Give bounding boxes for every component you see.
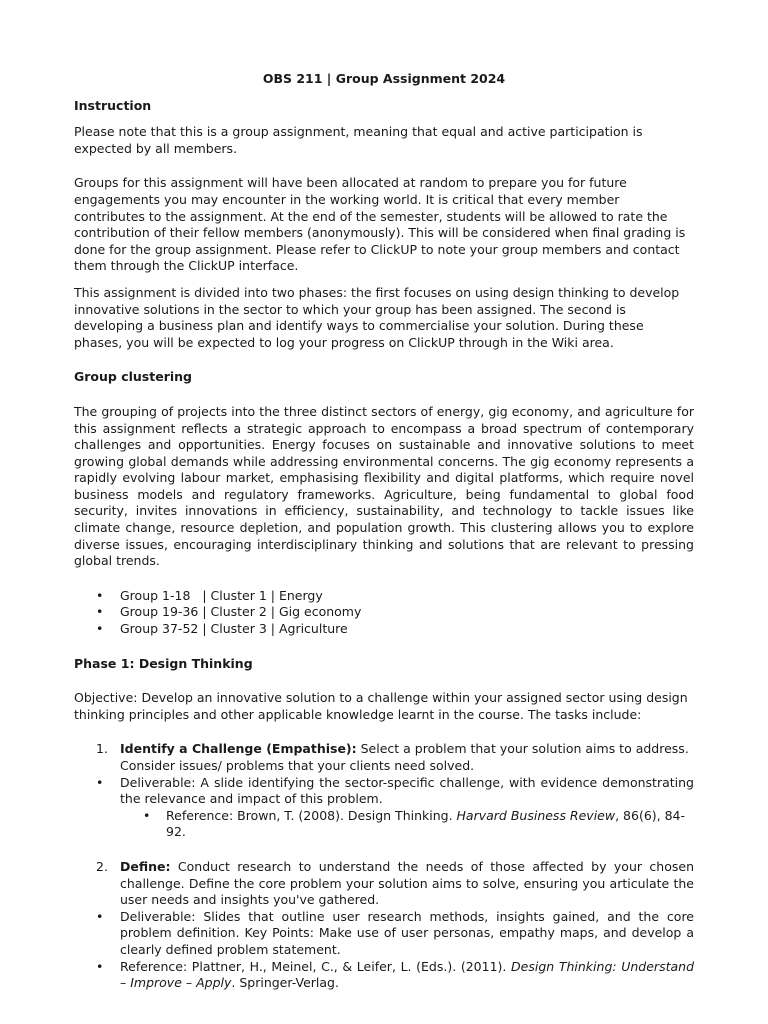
instruction-paragraph-2: Groups for this assignment will have been allocated at random to prepare you for future engagements you may encounter in the working world. It is critical that every member contributes to the assignment. At the end of the semester, students will be allowed to rate the contribution of their fellow members (anonymously). This will be considered when final grading is done for the group assignment. Please refer to ClickUP to note your group members and contact them through the ClickUP interface. bbox=[74, 175, 686, 274]
phase1-heading: Phase 1: Design Thinking bbox=[74, 655, 253, 671]
task-number: 1. bbox=[96, 741, 108, 757]
task-2-details bbox=[74, 909, 694, 992]
task-label: Identify a Challenge (Empathise): bbox=[120, 741, 357, 757]
task-text: Select a problem that your solution aims to address. Consider issues/ problems that your clients need solved. bbox=[120, 741, 689, 773]
phase1-objective: Objective: Develop an innovative solution to a challenge within your assigned sector using design thinking principles and other applicable knowledge learnt in the course. The tasks include: bbox=[74, 690, 688, 722]
group-cluster-list bbox=[74, 588, 694, 638]
clustering-heading: Group clustering bbox=[74, 369, 192, 385]
instruction-paragraph-1: Please note that this is a group assignment, meaning that equal and active participation is expected by all members. bbox=[74, 124, 643, 156]
task-1-references bbox=[74, 808, 694, 841]
reference-item: • Reference: Plattner, H., Meinel, C., & Leifer, L. (Eds.). (2011). Design Thinking: Understand – Improve – Apply. Springer-Verlag. bbox=[74, 959, 694, 992]
task-2 bbox=[74, 859, 694, 909]
instruction-heading: Instruction bbox=[74, 97, 152, 113]
deliverable-item: • Deliverable: A slide identifying the sector-specific challenge, with evidence demonstrating the relevance and impact of this problem. bbox=[74, 775, 694, 808]
document-title: OBS 211 | Group Assignment 2024 bbox=[262, 71, 506, 86]
task-text: Conduct research to understand the needs of those affected by your chosen challenge. Define the core problem your solution aims to solve, ensuring you articulate the user needs and insights you've gathered. bbox=[120, 858, 694, 908]
instruction-paragraph-3: This assignment is divided into two phases: the first focuses on using design thinking to develop innovative solutions in the sector to which your group has been assigned. The second is developing a business plan and identify ways to commercialise your solution. During these phases, you will be expected to log your progress on ClickUP through in the Wiki area. bbox=[74, 284, 680, 350]
list-item: • Group 19-36 | Cluster 2 | Gig economy bbox=[74, 604, 694, 621]
task-label: Define: bbox=[120, 858, 171, 874]
deliverable-item: • Deliverable: Slides that outline user research methods, insights gained, and the core problem definition. Key Points: Make use of user personas, empathy maps, and develop a clearly defined problem statement. bbox=[74, 909, 694, 959]
list-item: • Group 1-18 | Cluster 1 | Energy bbox=[74, 588, 694, 605]
reference-item: • Reference: Brown, T. (2008). Design Thinking. Harvard Business Review, 86(6), 84-92. bbox=[120, 808, 694, 841]
task-1 bbox=[74, 741, 694, 774]
task-1-details bbox=[74, 775, 694, 808]
clustering-paragraph: The grouping of projects into the three distinct sectors of energy, gig economy, and agriculture for this assignment reflects a strategic approach to encompass a broad spectrum of contemporary challenges and opportunities. Energy focuses on sustainable and innovative solutions to meet growing global demands while addressing environmental concerns. The gig economy represents a rapidly evolving labour market, emphasising flexibility and digital platforms, which require novel business models and regulatory frameworks. Agriculture, being fundamental to global food security, invites innovations in efficiency, sustainability, and technology to tackle issues like climate change, resource depletion, and population growth. This clustering allows you to explore diverse issues, encouraging interdisciplinary thinking and solutions that are relevant to pressing global trends. bbox=[74, 403, 694, 569]
task-number: 2. bbox=[96, 858, 108, 874]
list-item: • Group 37-52 | Cluster 3 | Agriculture bbox=[74, 621, 694, 638]
